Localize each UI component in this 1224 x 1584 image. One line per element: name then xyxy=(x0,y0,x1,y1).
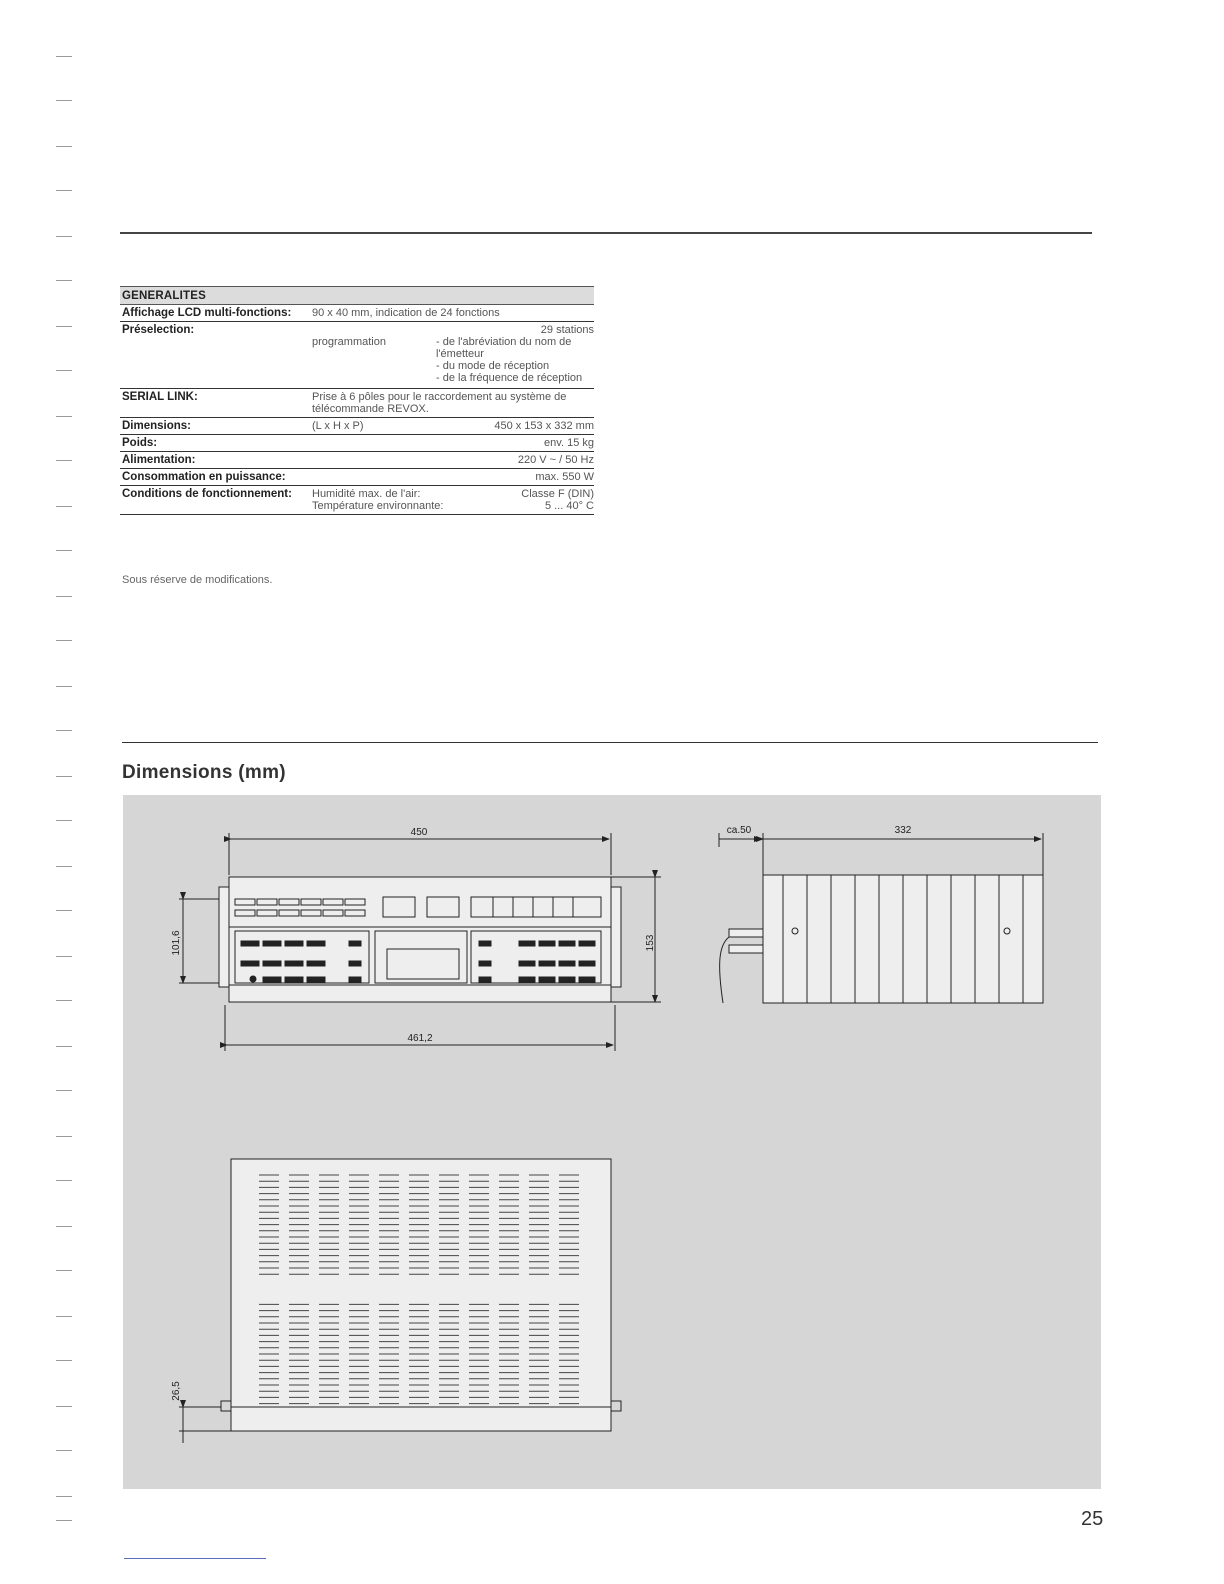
spec-value: Température environnante: xyxy=(312,500,444,512)
spec-row-serial xyxy=(120,389,594,418)
specs-header: GENERALITES xyxy=(120,286,594,305)
specs-table xyxy=(120,286,594,515)
spec-value: (L x H x P) xyxy=(312,420,364,432)
label-front-depth: 101,6 xyxy=(171,930,182,956)
spec-row-preselection xyxy=(120,322,594,389)
bottom-rule xyxy=(124,1558,266,1559)
spec-value: Prise à 6 pôles pour le raccordement au système de télécommande REVOX. xyxy=(312,391,567,415)
spec-value-block xyxy=(312,420,594,432)
spec-label: Conditions de fonctionnement: xyxy=(122,488,292,500)
spec-row-lcd xyxy=(120,305,594,322)
spec-list-item: - du mode de réception xyxy=(436,360,550,372)
spec-label: Poids: xyxy=(122,437,158,449)
section-rule xyxy=(122,742,1098,743)
dimension-drawing xyxy=(123,795,1101,1489)
spec-value: 5 ... 40° C xyxy=(544,500,594,512)
label-top-offset: 26,5 xyxy=(171,1381,182,1401)
spec-label: Dimensions: xyxy=(122,420,192,432)
spec-row-conditions xyxy=(120,486,594,515)
spec-list-item: - de la fréquence de réception xyxy=(436,372,583,384)
margin-ticks xyxy=(56,40,76,1540)
spec-list-item: - de l'abréviation du nom de l'émetteur xyxy=(436,336,572,360)
spec-row-power-supply xyxy=(120,452,594,469)
section-title: Dimensions (mm) xyxy=(122,762,286,783)
label-side-offset: ca.50 xyxy=(726,825,752,836)
spec-label: Préselection: xyxy=(122,324,195,336)
spec-value: 450 x 153 x 332 mm xyxy=(494,420,594,432)
spec-sub-label: programmation xyxy=(312,336,386,348)
spec-label: Alimentation: xyxy=(122,454,196,466)
spec-label: Consommation en puissance: xyxy=(122,471,286,483)
spec-value: Humidité max. de l'air: xyxy=(312,488,421,500)
page-number: 25 xyxy=(1081,1508,1104,1530)
spec-value: 90 x 40 mm, indication de 24 fonctions xyxy=(312,307,500,319)
spec-value: 220 V ~ / 50 Hz xyxy=(517,454,594,466)
spec-value: 29 stations xyxy=(540,324,594,336)
top-rule xyxy=(120,232,1092,234)
label-side-depth: 332 xyxy=(894,825,912,836)
spec-row-consumption xyxy=(120,469,594,486)
spec-value-block xyxy=(312,488,594,512)
disclaimer-note: Sous réserve de modifications. xyxy=(122,574,273,586)
spec-row-dimensions xyxy=(120,418,594,435)
spec-value: Classe F (DIN) xyxy=(521,488,594,500)
spec-label: Affichage LCD multi-fonctions: xyxy=(122,307,292,319)
spec-value: env. 15 kg xyxy=(544,437,594,449)
label-front-height: 153 xyxy=(645,934,656,952)
spec-value-block xyxy=(312,324,594,384)
label-front-total: 461,2 xyxy=(407,1033,433,1044)
spec-row-weight xyxy=(120,435,594,452)
label-front-width: 450 xyxy=(410,827,428,838)
spec-value: max. 550 W xyxy=(535,471,594,483)
spec-label: SERIAL LINK: xyxy=(122,391,198,403)
drawing-svg xyxy=(123,795,1101,1489)
